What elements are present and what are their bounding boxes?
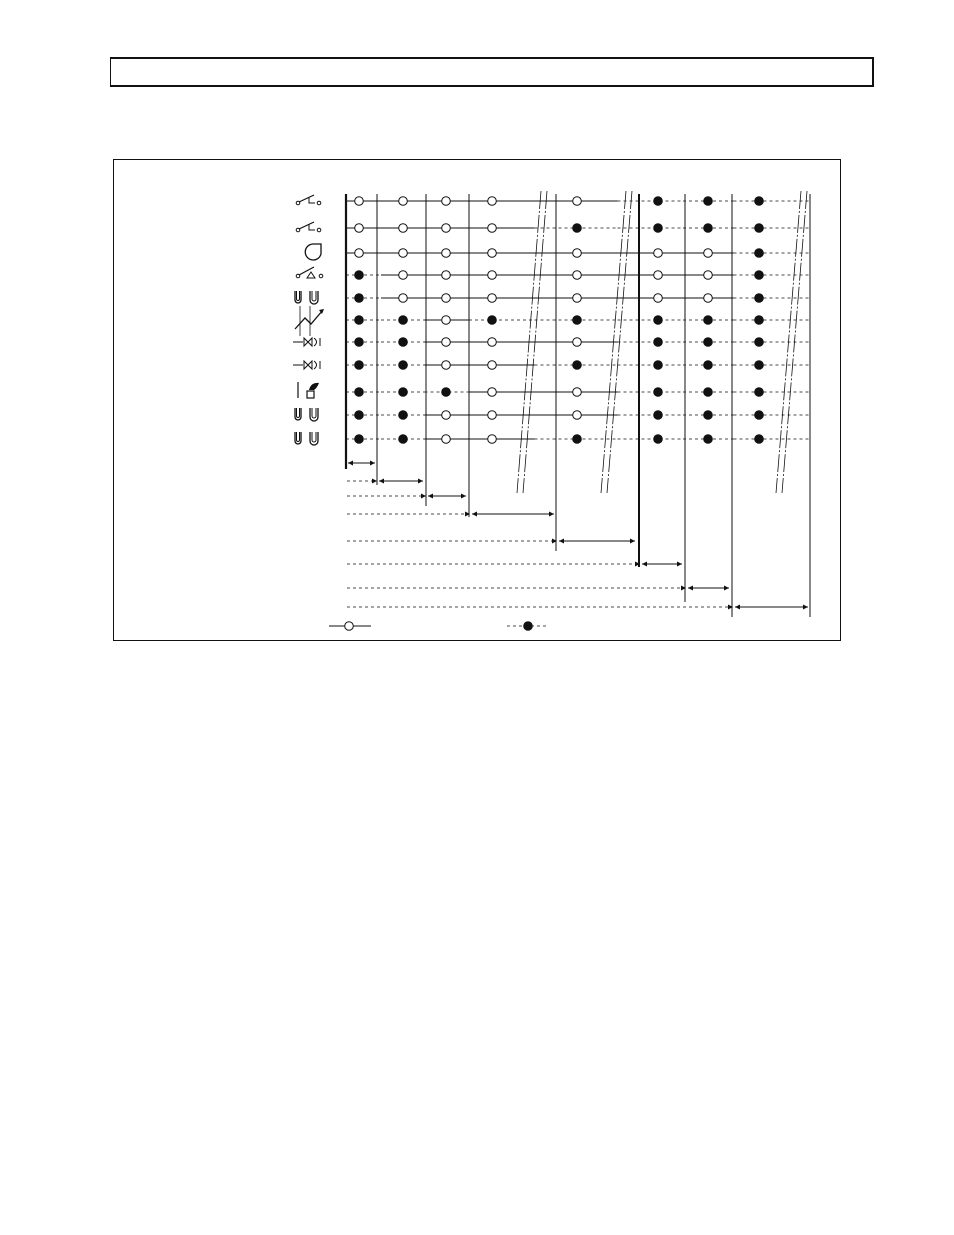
interval-arrow (347, 562, 682, 567)
state-marker-off (488, 435, 497, 444)
state-marker-off (488, 249, 497, 258)
state-marker-off (442, 316, 451, 325)
interval-arrow (347, 494, 466, 499)
state-marker-off (488, 271, 497, 280)
state-marker-off (399, 197, 408, 206)
interval-arrow (347, 539, 635, 544)
state-marker-off (355, 197, 364, 206)
state-marker-on (399, 316, 408, 325)
interval-arrow (347, 586, 729, 591)
relay-coil-icon (295, 432, 318, 445)
state-marker-on (654, 197, 663, 206)
state-marker-on (755, 224, 764, 233)
state-marker-off (704, 271, 713, 280)
pressure-switch-icon (296, 267, 323, 278)
state-marker-off (488, 294, 497, 303)
state-marker-on (355, 338, 364, 347)
state-marker-off (654, 294, 663, 303)
state-marker-on (704, 338, 713, 347)
state-marker-off (442, 411, 451, 420)
sequence-timing-diagram (114, 160, 842, 642)
state-marker-off (573, 338, 582, 347)
state-marker-on (573, 316, 582, 325)
state-marker-on (755, 316, 764, 325)
interval-arrow (347, 512, 554, 517)
state-marker-on (355, 294, 364, 303)
state-marker-on (755, 271, 764, 280)
state-marker-off (442, 361, 451, 370)
state-marker-off (488, 361, 497, 370)
legend-on-symbol (507, 622, 547, 631)
state-marker-on (654, 435, 663, 444)
switch-open-icon (296, 222, 321, 232)
state-marker-on (399, 435, 408, 444)
state-marker-on (704, 388, 713, 397)
state-marker-on (755, 411, 764, 420)
state-marker-on (704, 361, 713, 370)
state-marker-on (755, 435, 764, 444)
state-marker-off (573, 411, 582, 420)
legend (329, 622, 547, 631)
state-marker-off (399, 271, 408, 280)
state-marker-on (755, 388, 764, 397)
state-marker-on (654, 316, 663, 325)
state-marker-on (704, 197, 713, 206)
state-marker-on (355, 271, 364, 280)
state-marker-on (573, 224, 582, 233)
state-marker-on (704, 435, 713, 444)
state-marker-on (654, 338, 663, 347)
flame-sensor-icon (298, 382, 319, 398)
state-marker-off (573, 249, 582, 258)
state-marker-on (704, 224, 713, 233)
gas-valve-icon (293, 361, 320, 369)
state-marker-on (399, 338, 408, 347)
state-marker-on (755, 294, 764, 303)
state-marker-on (488, 316, 497, 325)
state-marker-off (654, 271, 663, 280)
state-marker-on (654, 388, 663, 397)
relay-coil-icon (295, 291, 318, 304)
state-marker-on (704, 316, 713, 325)
interval-arrow (347, 605, 808, 610)
state-marker-off (442, 249, 451, 258)
state-marker-off (442, 224, 451, 233)
state-marker-on (399, 361, 408, 370)
relay-coil-icon (295, 408, 318, 421)
state-marker-on (355, 361, 364, 370)
state-marker-off (573, 294, 582, 303)
state-marker-off (399, 294, 408, 303)
state-marker-on (755, 361, 764, 370)
state-marker-on (355, 316, 364, 325)
state-marker-on (355, 435, 364, 444)
state-marker-on (399, 388, 408, 397)
state-marker-off (488, 388, 497, 397)
blower-fan-icon (305, 244, 321, 260)
state-marker-on (573, 435, 582, 444)
header-box (110, 57, 874, 87)
state-marker-off (573, 271, 582, 280)
state-marker-on (399, 411, 408, 420)
state-marker-off (488, 338, 497, 347)
interval-arrow (348, 461, 375, 466)
state-marker-off (355, 224, 364, 233)
state-marker-on (755, 197, 764, 206)
state-marker-on (355, 411, 364, 420)
legend-off-symbol (329, 622, 371, 631)
state-marker-off (355, 249, 364, 258)
state-marker-off (573, 388, 582, 397)
state-marker-off (442, 435, 451, 444)
state-marker-off (399, 249, 408, 258)
state-marker-off (704, 249, 713, 258)
state-marker-off (442, 338, 451, 347)
state-marker-on (704, 411, 713, 420)
state-marker-off (442, 271, 451, 280)
interval-arrow (347, 479, 423, 484)
state-marker-on (654, 361, 663, 370)
component-icons (293, 195, 324, 445)
state-marker-off (488, 224, 497, 233)
switch-open-icon (296, 195, 321, 205)
state-marker-off (488, 197, 497, 206)
state-marker-on (654, 224, 663, 233)
state-marker-on (755, 338, 764, 347)
gas-valve-icon (293, 338, 320, 346)
state-marker-off (573, 197, 582, 206)
state-marker-on (442, 388, 451, 397)
state-marker-on (355, 388, 364, 397)
state-marker-on (654, 411, 663, 420)
igniter-spark-icon (295, 309, 324, 329)
state-marker-off (654, 249, 663, 258)
state-marker-off (704, 294, 713, 303)
state-marker-off (488, 411, 497, 420)
state-marker-on (573, 361, 582, 370)
state-marker-off (442, 197, 451, 206)
state-marker-on (755, 249, 764, 258)
state-marker-off (442, 294, 451, 303)
timing-diagram-frame (113, 159, 841, 641)
state-marker-off (399, 224, 408, 233)
